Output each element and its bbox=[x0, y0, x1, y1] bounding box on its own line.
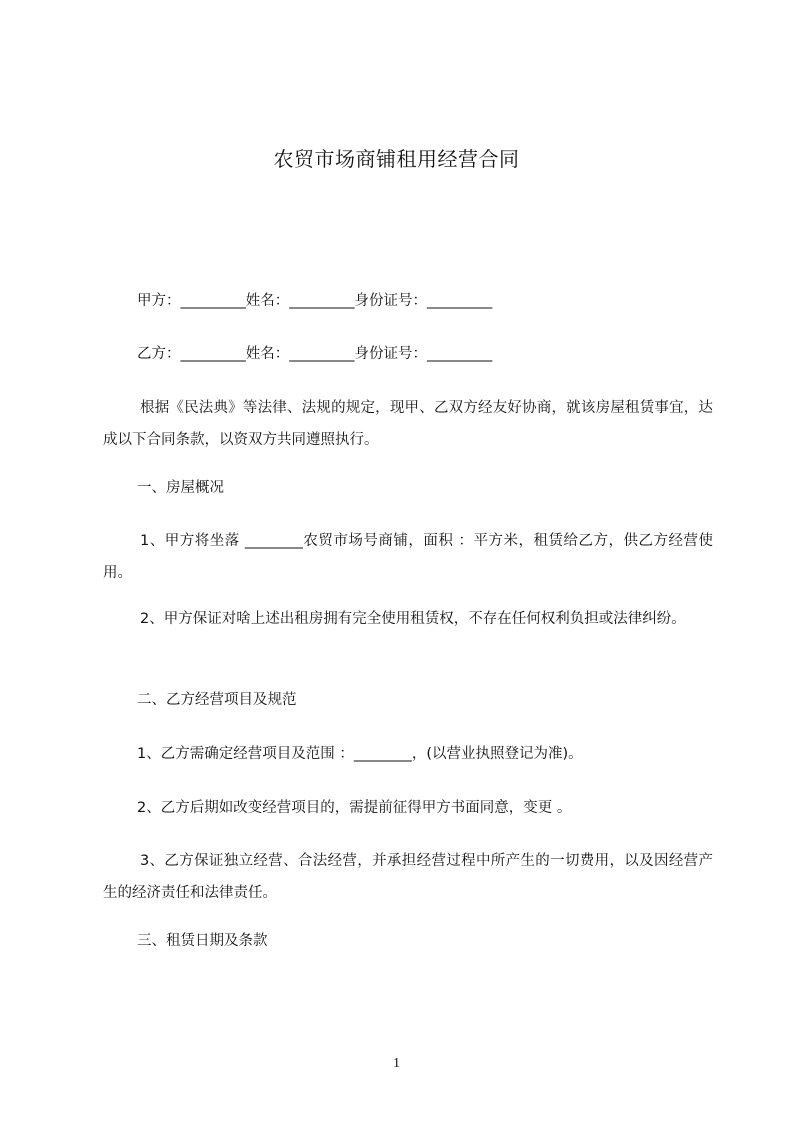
preamble-paragraph: 根据《民法典》等法律、法规的规定，现甲、乙双方经友好协商，就该房屋租赁事宜，达成以下合同条款，以资双方共同遵照执行。 bbox=[103, 400, 713, 448]
document-title: 农贸市场商铺租用经营合同 bbox=[273, 147, 520, 171]
section-2-heading: 二、乙方经营项目及规范 bbox=[137, 692, 297, 708]
party-b-line: 乙方：_________姓名：_________身份证号：_________ bbox=[137, 346, 493, 362]
party-a-line: 甲方：_________姓名：_________身份证号：_________ bbox=[137, 293, 493, 309]
section-1-item-1: 1、甲方将坐落 ________农贸市场号商铺，面积 ：平方米，租赁给乙方，供乙方经营使用。 bbox=[103, 533, 713, 581]
section-2-item-1: 1、乙方需确定经营项目及范围 ：________，(以营业执照登记为准)。 bbox=[137, 746, 583, 762]
section-2-item-3: 3、乙方保证独立经营、合法经营，并承担经营过程中所产生的一切费用，以及因经营产生的经济责任和法律责任。 bbox=[103, 853, 713, 901]
section-2-item-2: 2、乙方后期如改变经营项目的，需提前征得甲方书面同意，变更 。 bbox=[137, 800, 572, 816]
section-3-heading: 三、租赁日期及条款 bbox=[137, 933, 268, 949]
section-1-item-2: 2、甲方保证对啥上述出租房拥有完全使用租赁权，不存在任何权利负担或法律纠纷。 bbox=[140, 611, 686, 627]
page-number: 1 bbox=[393, 1056, 400, 1071]
section-1-heading: 一、房屋概况 bbox=[137, 480, 224, 496]
